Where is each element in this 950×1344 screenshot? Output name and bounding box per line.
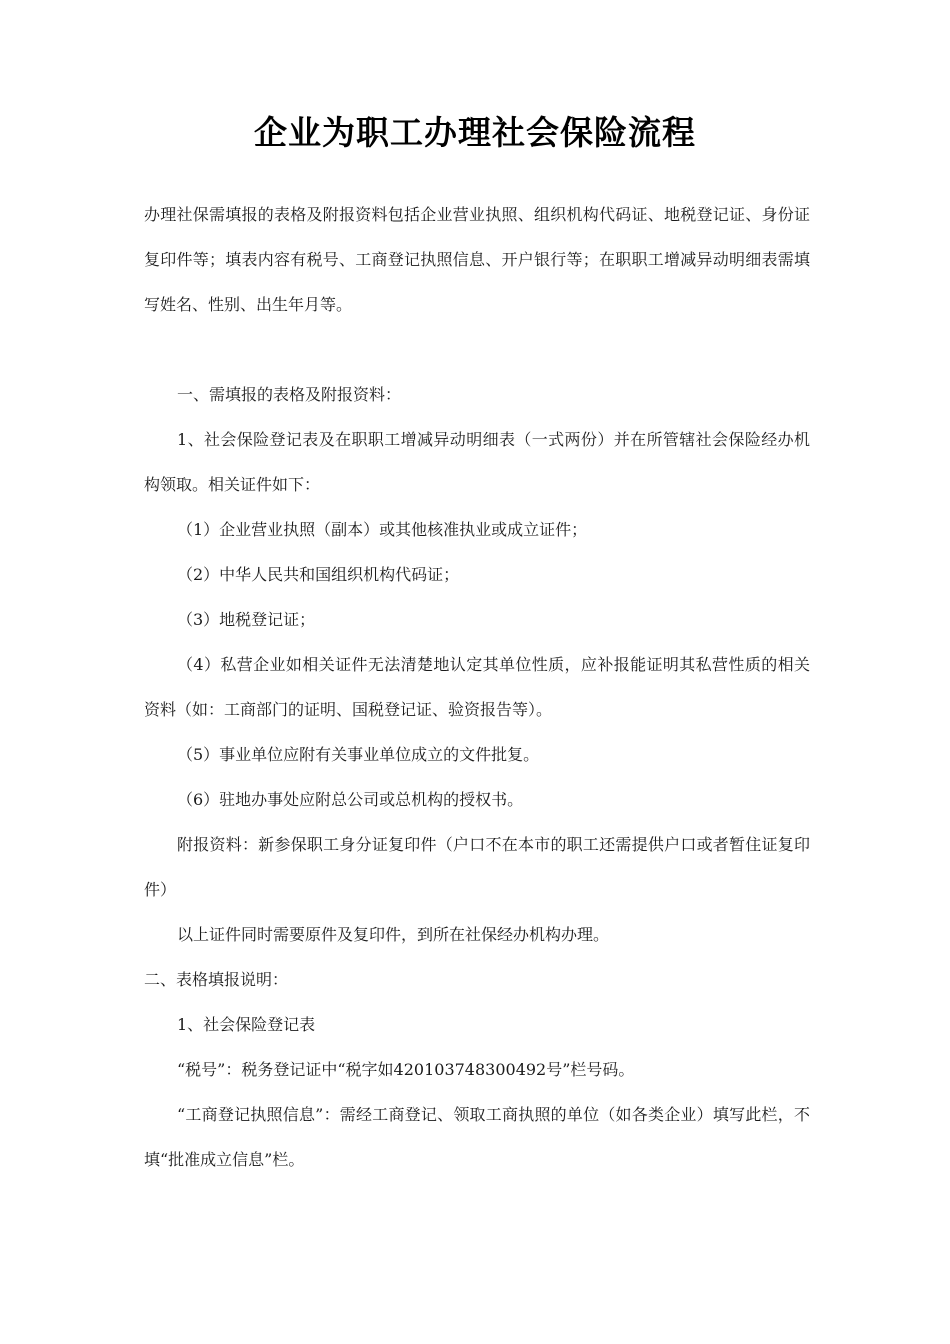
tax-number-paragraph: “税号”：税务登记证中“税字如420103748300492号”栏号码。 [177, 1060, 635, 1079]
doc-item-1: （1）企业营业执照（副本）或其他核准执业或成立证件； [177, 520, 588, 539]
doc-item-5: （5）事业单位应附有关事业单位成立的文件批复。 [177, 745, 540, 764]
section1-item1: 1、社会保险登记表及在职职工增减异动明细表（一式两份）并在所管辖社会保险经办机构领取。相关证件如下： [144, 430, 810, 494]
section1-heading: 一、需填报的表格及附报资料： [177, 385, 402, 404]
document-body [144, 192, 810, 1182]
section2-item1: 1、社会保险登记表 [177, 1015, 316, 1034]
note-paragraph: 以上证件同时需要原件及复印件，到所在社保经办机构办理。 [177, 925, 610, 944]
doc-item-4: （4）私营企业如相关证件无法清楚地认定其单位性质，应补报能证明其私营性质的相关资料（如：工商部门的证明、国税登记证、验资报告等）。 [144, 655, 810, 719]
spacer [144, 327, 810, 372]
doc-item-6: （6）驻地办事处应附总公司或总机构的授权书。 [177, 790, 524, 809]
page-title: 企业为职工办理社会保险流程 [254, 113, 696, 152]
doc-item-3: （3）地税登记证； [177, 610, 316, 629]
business-license-paragraph: “工商登记执照信息”：需经工商登记、领取工商执照的单位（如各类企业）填写此栏，不填“批准成立信息”栏。 [144, 1105, 810, 1169]
intro-paragraph: 办理社保需填报的表格及附报资料包括企业营业执照、组织机构代码证、地税登记证、身份证复印件等；填表内容有税号、工商登记执照信息、开户银行等；在职职工增减异动明细表需填写姓名、性别、出生年月等。 [144, 205, 810, 314]
doc-item-2: （2）中华人民共和国组织机构代码证； [177, 565, 460, 584]
attachment-paragraph: 附报资料：新参保职工身分证复印件（户口不在本市的职工还需提供户口或者暂住证复印件） [144, 835, 810, 899]
section2-heading: 二、表格填报说明： [144, 970, 289, 989]
